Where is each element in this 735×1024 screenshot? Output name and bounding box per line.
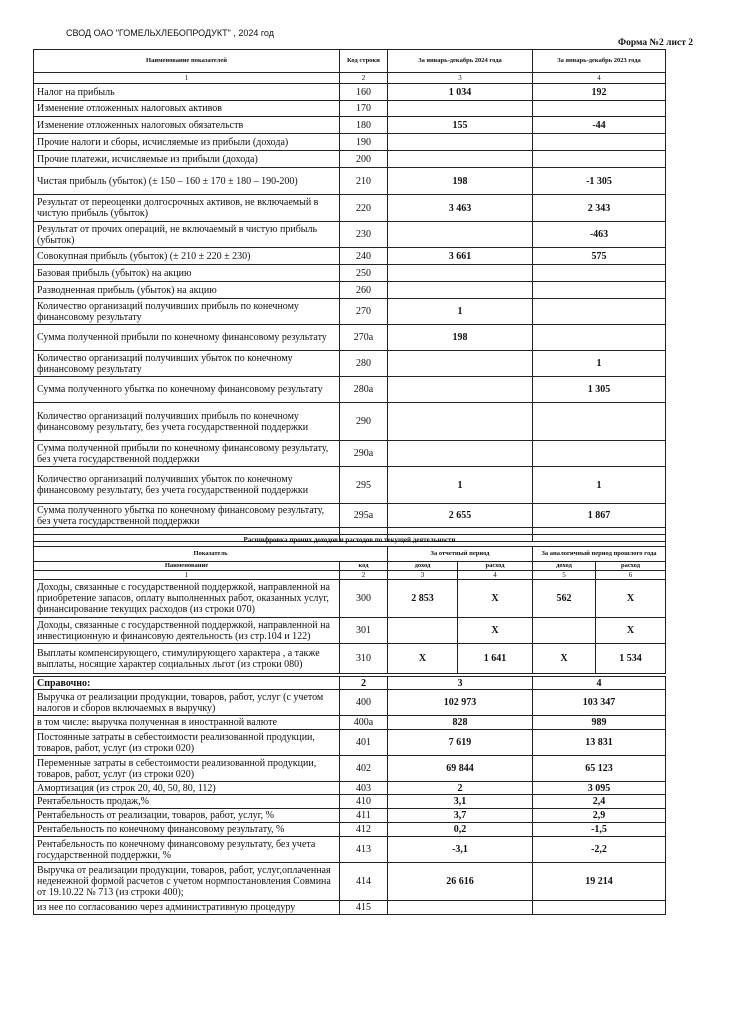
row-name: Количество организаций получивших прибыль по конечному финансовому результату, без учета государственной поддержки bbox=[34, 403, 340, 441]
subheader-row bbox=[34, 562, 666, 571]
value-2024: 198 bbox=[388, 168, 533, 195]
row-name: Рентабельность от реализации, товаров, работ, услуг, % bbox=[34, 809, 340, 823]
value-current: 0,2 bbox=[388, 823, 533, 837]
row-name: Сумма полученного убытка по конечному финансовому результату, без учета государственной поддержки bbox=[34, 504, 340, 528]
row-code: 401 bbox=[340, 730, 388, 756]
row-code: 190 bbox=[340, 134, 388, 151]
value-2023 bbox=[533, 299, 666, 325]
row-name: Рентабельность по конечному финансовому результату, без учета государственной поддержки, % bbox=[34, 837, 340, 863]
column-number: 3 bbox=[388, 677, 533, 690]
income-header: доход bbox=[388, 562, 458, 571]
row-code: 210 bbox=[340, 168, 388, 195]
value-2024: 3 463 bbox=[388, 195, 533, 222]
value-2023: 1 305 bbox=[533, 377, 666, 403]
indicator-header: Показатель bbox=[34, 547, 388, 562]
value-current: -3,1 bbox=[388, 837, 533, 863]
row-name: Рентабельность по конечному финансовому результату, % bbox=[34, 823, 340, 837]
value-previous: -2,2 bbox=[533, 837, 666, 863]
table-row bbox=[34, 644, 666, 674]
row-code: 270а bbox=[340, 325, 388, 351]
reference-table bbox=[33, 676, 666, 915]
value-previous bbox=[533, 901, 666, 915]
row-code: 402 bbox=[340, 756, 388, 782]
value-current: 7 619 bbox=[388, 730, 533, 756]
column-number: 2 bbox=[340, 571, 388, 580]
table-row bbox=[34, 265, 666, 282]
row-code: 301 bbox=[340, 618, 388, 644]
value-2023 bbox=[533, 265, 666, 282]
column-number: 6 bbox=[596, 571, 666, 580]
value-2024 bbox=[388, 441, 533, 467]
header-row bbox=[34, 50, 666, 73]
row-name: из нее по согласованию через административную процедуру bbox=[34, 901, 340, 915]
value-2023: -1 305 bbox=[533, 168, 666, 195]
header-row bbox=[34, 547, 666, 562]
value-2023 bbox=[533, 403, 666, 441]
income-current: X bbox=[388, 644, 458, 674]
row-name: Изменение отложенных налоговых активов bbox=[34, 101, 340, 117]
column-number: 4 bbox=[533, 73, 666, 84]
row-code: 250 bbox=[340, 265, 388, 282]
table-row bbox=[34, 117, 666, 134]
row-name: Количество организаций получивших убыток по конечному финансовому результату, без учета государственной поддержки bbox=[34, 467, 340, 504]
value-2024: 2 655 bbox=[388, 504, 533, 528]
table-row bbox=[34, 248, 666, 265]
column-number: 2 bbox=[340, 677, 388, 690]
row-code: 300 bbox=[340, 580, 388, 618]
income-previous bbox=[533, 618, 596, 644]
table-row bbox=[34, 716, 666, 730]
table-row bbox=[34, 837, 666, 863]
section-title: Расшифровка прочих доходов и расходов по текущей деятельности bbox=[34, 535, 666, 547]
row-code: 415 bbox=[340, 901, 388, 915]
value-current bbox=[388, 901, 533, 915]
row-code: 410 bbox=[340, 795, 388, 809]
value-current: 102 973 bbox=[388, 690, 533, 716]
table-row bbox=[34, 795, 666, 809]
expense-header: расход bbox=[458, 562, 533, 571]
row-code: 170 bbox=[340, 101, 388, 117]
row-name: Прочие налоги и сборы, исчисляемые из прибыли (дохода) bbox=[34, 134, 340, 151]
row-name: Базовая прибыль (убыток) на акцию bbox=[34, 265, 340, 282]
code-header: Код строки bbox=[340, 50, 388, 73]
value-2023: 1 867 bbox=[533, 504, 666, 528]
column-number: 1 bbox=[34, 571, 340, 580]
value-current: 69 844 bbox=[388, 756, 533, 782]
row-name: Разводненная прибыль (убыток) на акцию bbox=[34, 282, 340, 299]
income-header: доход bbox=[533, 562, 596, 571]
expense-current: X bbox=[458, 618, 533, 644]
table-row bbox=[34, 901, 666, 915]
column-number: 3 bbox=[388, 571, 458, 580]
name-header: Наименование bbox=[34, 562, 340, 571]
row-name: Доходы, связанные с государственной поддержкой, направленной на приобретение запасов, оплату выполненных работ, оказанных услуг, финансирование текущих расходов (из строки 070) bbox=[34, 580, 340, 618]
column-number: 5 bbox=[533, 571, 596, 580]
row-name: Амортизация (из строк 20, 40, 50, 80, 112) bbox=[34, 782, 340, 795]
value-previous: 2,9 bbox=[533, 809, 666, 823]
column-number: 4 bbox=[533, 677, 666, 690]
row-code: 280а bbox=[340, 377, 388, 403]
column-number: 2 bbox=[340, 73, 388, 84]
income-current bbox=[388, 618, 458, 644]
table-row bbox=[34, 823, 666, 837]
value-2023: -463 bbox=[533, 222, 666, 248]
table-row bbox=[34, 809, 666, 823]
header-row bbox=[34, 677, 666, 690]
table-row bbox=[34, 299, 666, 325]
row-name: Сумма полученной прибыли по конечному финансовому результату bbox=[34, 325, 340, 351]
value-2024 bbox=[388, 134, 533, 151]
value-current: 2 bbox=[388, 782, 533, 795]
table-row bbox=[34, 222, 666, 248]
row-code: 270 bbox=[340, 299, 388, 325]
row-code: 180 bbox=[340, 117, 388, 134]
value-previous: 19 214 bbox=[533, 863, 666, 901]
period-2023-header: За январь-декабрь 2023 года bbox=[533, 50, 666, 73]
table-row bbox=[34, 730, 666, 756]
row-name: Выручка от реализации продукции, товаров, работ, услуг (с учетом налогов и сборов включаемых в выручку) bbox=[34, 690, 340, 716]
value-current: 3,7 bbox=[388, 809, 533, 823]
table-row bbox=[34, 580, 666, 618]
value-previous: 13 831 bbox=[533, 730, 666, 756]
table-row bbox=[34, 282, 666, 299]
column-number: 1 bbox=[34, 73, 340, 84]
row-name: Сумма полученного убытка по конечному финансовому результату bbox=[34, 377, 340, 403]
row-code: 280 bbox=[340, 351, 388, 377]
row-name: Сумма полученной прибыли по конечному финансовому результату, без учета государственной поддержки bbox=[34, 441, 340, 467]
table-row bbox=[34, 618, 666, 644]
row-name: Количество организаций получивших убыток по конечному финансовому результату bbox=[34, 351, 340, 377]
value-2024 bbox=[388, 151, 533, 168]
value-previous: -1,5 bbox=[533, 823, 666, 837]
expense-previous: X bbox=[596, 580, 666, 618]
value-previous: 989 bbox=[533, 716, 666, 730]
value-current: 26 616 bbox=[388, 863, 533, 901]
income-previous: X bbox=[533, 644, 596, 674]
row-name: Прочие платежи, исчисляемые из прибыли (дохода) bbox=[34, 151, 340, 168]
company-title: СВОД ОАО "ГОМЕЛЬХЛЕБОПРОДУКТ" , 2024 год bbox=[66, 28, 274, 38]
row-code: 220 bbox=[340, 195, 388, 222]
table-row bbox=[34, 690, 666, 716]
table-row bbox=[34, 151, 666, 168]
value-2023 bbox=[533, 282, 666, 299]
row-name: Чистая прибыль (убыток) (± 150 – 160 ± 170 ± 180 – 190-200) bbox=[34, 168, 340, 195]
table-row bbox=[34, 467, 666, 504]
row-code: 413 bbox=[340, 837, 388, 863]
row-name: Налог на прибыль bbox=[34, 84, 340, 101]
table-row bbox=[34, 351, 666, 377]
table-row bbox=[34, 403, 666, 441]
row-code: 400 bbox=[340, 690, 388, 716]
value-2024 bbox=[388, 282, 533, 299]
value-previous: 103 347 bbox=[533, 690, 666, 716]
value-previous: 3 095 bbox=[533, 782, 666, 795]
value-2023: 192 bbox=[533, 84, 666, 101]
reference-title: Справочно: bbox=[34, 677, 340, 690]
row-code: 400а bbox=[340, 716, 388, 730]
row-code: 403 bbox=[340, 782, 388, 795]
other-income-expense-table bbox=[33, 534, 666, 674]
row-code: 260 bbox=[340, 282, 388, 299]
table-row bbox=[34, 863, 666, 901]
value-previous: 2,4 bbox=[533, 795, 666, 809]
row-name: Изменение отложенных налоговых обязательств bbox=[34, 117, 340, 134]
value-2024 bbox=[388, 265, 533, 282]
income-current: 2 853 bbox=[388, 580, 458, 618]
table-row bbox=[34, 134, 666, 151]
table-row bbox=[34, 377, 666, 403]
row-name: Выручка от реализации продукции, товаров, работ, услуг,оплаченная неденежной формой расчетов с учетом нормпостановления Совмина от 19.10.22 № 713 (из строки 400); bbox=[34, 863, 340, 901]
column-number: 4 bbox=[458, 571, 533, 580]
row-name: в том числе: выручка полученная в иностранной валюте bbox=[34, 716, 340, 730]
row-code: 310 bbox=[340, 644, 388, 674]
table-row bbox=[34, 756, 666, 782]
code-header: код bbox=[340, 562, 388, 571]
expense-previous: 1 534 bbox=[596, 644, 666, 674]
table-row bbox=[34, 195, 666, 222]
expense-previous: X bbox=[596, 618, 666, 644]
row-code: 295 bbox=[340, 467, 388, 504]
expense-header: расход bbox=[596, 562, 666, 571]
table-row bbox=[34, 168, 666, 195]
row-name: Результат от прочих операций, не включаемый в чистую прибыль (убыток) bbox=[34, 222, 340, 248]
column-number-row bbox=[34, 73, 666, 84]
row-name: Рентабельность продаж,% bbox=[34, 795, 340, 809]
indicator-header: Наименование показателей bbox=[34, 50, 340, 73]
row-name: Совокупная прибыль (убыток) (± 210 ± 220 ± 230) bbox=[34, 248, 340, 265]
row-name: Результат от переоценки долгосрочных активов, не включаемый в чистую прибыль (убыток) bbox=[34, 195, 340, 222]
table-row bbox=[34, 504, 666, 528]
row-code: 411 bbox=[340, 809, 388, 823]
value-2023 bbox=[533, 134, 666, 151]
row-code: 200 bbox=[340, 151, 388, 168]
reporting-period-header: За отчетный период bbox=[388, 547, 533, 562]
value-2023: 1 bbox=[533, 467, 666, 504]
expense-current: X bbox=[458, 580, 533, 618]
value-2024: 198 bbox=[388, 325, 533, 351]
value-2023: 1 bbox=[533, 351, 666, 377]
table-row bbox=[34, 325, 666, 351]
income-previous: 562 bbox=[533, 580, 596, 618]
column-number: 3 bbox=[388, 73, 533, 84]
table-row bbox=[34, 84, 666, 101]
row-name: Переменные затраты в себестоимости реализованной продукции, товаров, работ, услуг (из строки 020) bbox=[34, 756, 340, 782]
value-2024: 1 bbox=[388, 299, 533, 325]
value-2023 bbox=[533, 441, 666, 467]
row-code: 290а bbox=[340, 441, 388, 467]
period-2024-header: За январь-декабрь 2024 года bbox=[388, 50, 533, 73]
title-row bbox=[34, 535, 666, 547]
previous-period-header: За аналогичный период прошлого года bbox=[533, 547, 666, 562]
value-2024 bbox=[388, 377, 533, 403]
row-code: 240 bbox=[340, 248, 388, 265]
value-2023: 575 bbox=[533, 248, 666, 265]
value-2024: 155 bbox=[388, 117, 533, 134]
row-code: 230 bbox=[340, 222, 388, 248]
column-number-row bbox=[34, 571, 666, 580]
value-2023 bbox=[533, 101, 666, 117]
row-name: Количество организаций получивших прибыль по конечному финансовому результату bbox=[34, 299, 340, 325]
value-2024 bbox=[388, 101, 533, 117]
value-current: 3,1 bbox=[388, 795, 533, 809]
expense-current: 1 641 bbox=[458, 644, 533, 674]
value-previous: 65 123 bbox=[533, 756, 666, 782]
value-2023 bbox=[533, 151, 666, 168]
row-name: Выплаты компенсирующего, стимулирующего характера , а также выплаты, носящие характер социальных льгот (из строки 080) bbox=[34, 644, 340, 674]
row-code: 290 bbox=[340, 403, 388, 441]
table-row bbox=[34, 101, 666, 117]
row-name: Постоянные затраты в себестоимости реализованной продукции, товаров, работ, услуг (из строки 020) bbox=[34, 730, 340, 756]
value-2024: 1 bbox=[388, 467, 533, 504]
row-code: 295а bbox=[340, 504, 388, 528]
table-row bbox=[34, 782, 666, 795]
row-code: 160 bbox=[340, 84, 388, 101]
value-2023: -44 bbox=[533, 117, 666, 134]
main-indicators-table bbox=[33, 49, 666, 542]
value-2023 bbox=[533, 325, 666, 351]
value-2024 bbox=[388, 222, 533, 248]
value-2024 bbox=[388, 351, 533, 377]
value-2023: 2 343 bbox=[533, 195, 666, 222]
table-row bbox=[34, 441, 666, 467]
row-name: Доходы, связанные с государственной поддержкой, направленной на инвестиционную и финансовую деятельность (из стр.104 и 122) bbox=[34, 618, 340, 644]
row-code: 412 bbox=[340, 823, 388, 837]
row-code: 414 bbox=[340, 863, 388, 901]
value-2024 bbox=[388, 403, 533, 441]
form-label: Форма №2 лист 2 bbox=[617, 38, 693, 48]
value-current: 828 bbox=[388, 716, 533, 730]
value-2024: 1 034 bbox=[388, 84, 533, 101]
value-2024: 3 661 bbox=[388, 248, 533, 265]
